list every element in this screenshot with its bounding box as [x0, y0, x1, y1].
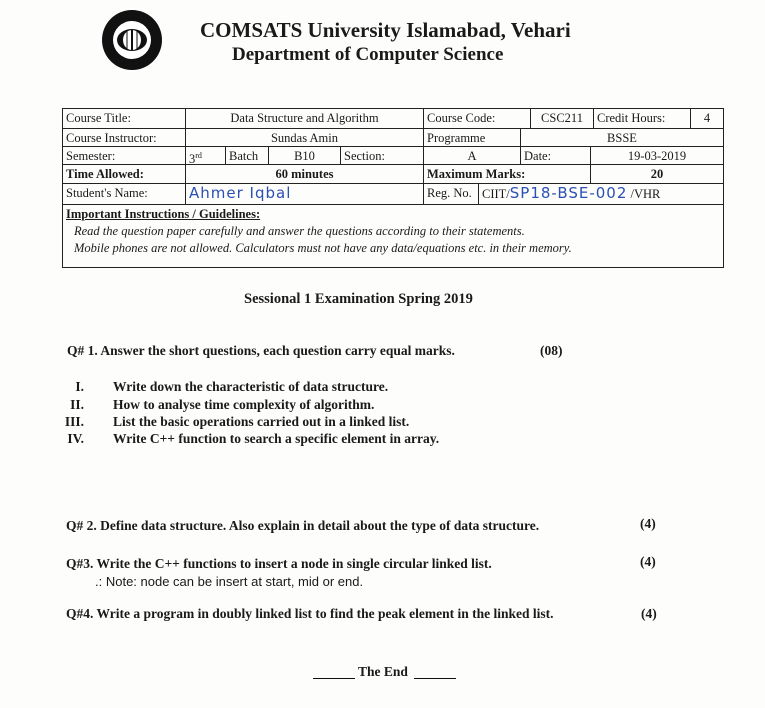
batch: B10	[268, 146, 341, 165]
section-label: Section:	[340, 146, 424, 165]
question-3-note: .: Note: node can be insert at start, mid or end.	[95, 574, 364, 589]
question-3-marks: (4)	[640, 554, 656, 569]
instructions-title: Important Instructions / Guidelines:	[66, 207, 261, 221]
item-number: I.	[75, 379, 84, 394]
instructor-label: Course Instructor:	[62, 128, 186, 147]
question-1: Q# 1. Answer the short questions, each question carry equal marks.	[67, 343, 455, 358]
section: A	[423, 146, 521, 165]
batch-label: Batch	[225, 146, 269, 165]
time-label: Time Allowed:	[62, 164, 186, 184]
course-code-label: Course Code:	[423, 108, 531, 129]
item-number: IV.	[67, 431, 84, 446]
programme-label: Programme	[423, 128, 521, 147]
question-2-marks: (4)	[640, 516, 656, 531]
instructor: Sundas Amin	[185, 128, 424, 147]
credit-hours-label: Credit Hours:	[593, 108, 691, 129]
department-name: Department of Computer Science	[232, 44, 504, 65]
question-item: List the basic operations carried out in a linked list.	[113, 414, 410, 429]
item-number: III.	[64, 414, 84, 429]
course-title: Data Structure and Algorithm	[185, 108, 424, 129]
instructions-box	[62, 204, 724, 268]
exam-title: Sessional 1 Examination Spring 2019	[244, 291, 473, 307]
semester-label: Semester:	[62, 146, 186, 165]
instruction-line: Mobile phones are not allowed. Calculators must not have any data/equations etc. in their memory.	[74, 241, 572, 255]
date-label: Date:	[520, 146, 591, 165]
question-4-marks: (4)	[641, 606, 657, 621]
semester: 3rd	[185, 146, 226, 165]
max-marks: 20	[590, 164, 724, 184]
question-1-marks: (08)	[540, 343, 563, 358]
question-item: How to analyse time complexity of algorithm.	[113, 397, 375, 412]
student-name-label: Student's Name:	[62, 183, 186, 205]
item-number: II.	[70, 397, 84, 412]
underline-right	[414, 678, 456, 679]
underline-left	[313, 678, 355, 679]
question-2: Q# 2. Define data structure. Also explain in detail about the type of data structure.	[66, 518, 540, 533]
reg-number: CIIT/SP18-BSE-002 /VHR	[478, 183, 724, 205]
course-title-label: Course Title:	[62, 108, 186, 129]
max-marks-label: Maximum Marks:	[423, 164, 591, 184]
reg-label: Reg. No.	[423, 183, 479, 205]
question-item: Write C++ function to search a specific element in array.	[113, 431, 440, 446]
date: 19-03-2019	[590, 146, 724, 165]
time-allowed: 60 minutes	[185, 164, 424, 184]
question-item: Write down the characteristic of data structure.	[113, 379, 389, 394]
programme: BSSE	[520, 128, 724, 147]
student-name: Ahmer Iqbal	[185, 183, 424, 205]
university-logo	[100, 8, 164, 72]
instruction-line: Read the question paper carefully and answer the questions according to their statements.	[74, 224, 525, 238]
credit-hours: 4	[690, 108, 724, 129]
question-4: Q#4. Write a program in doubly linked list to find the peak element in the linked list.	[66, 606, 554, 621]
the-end: The End	[358, 664, 408, 679]
question-3: Q#3. Write the C++ functions to insert a node in single circular linked list.	[66, 556, 492, 571]
course-code: CSC211	[530, 108, 594, 129]
university-name: COMSATS University Islamabad, Vehari	[200, 18, 571, 42]
